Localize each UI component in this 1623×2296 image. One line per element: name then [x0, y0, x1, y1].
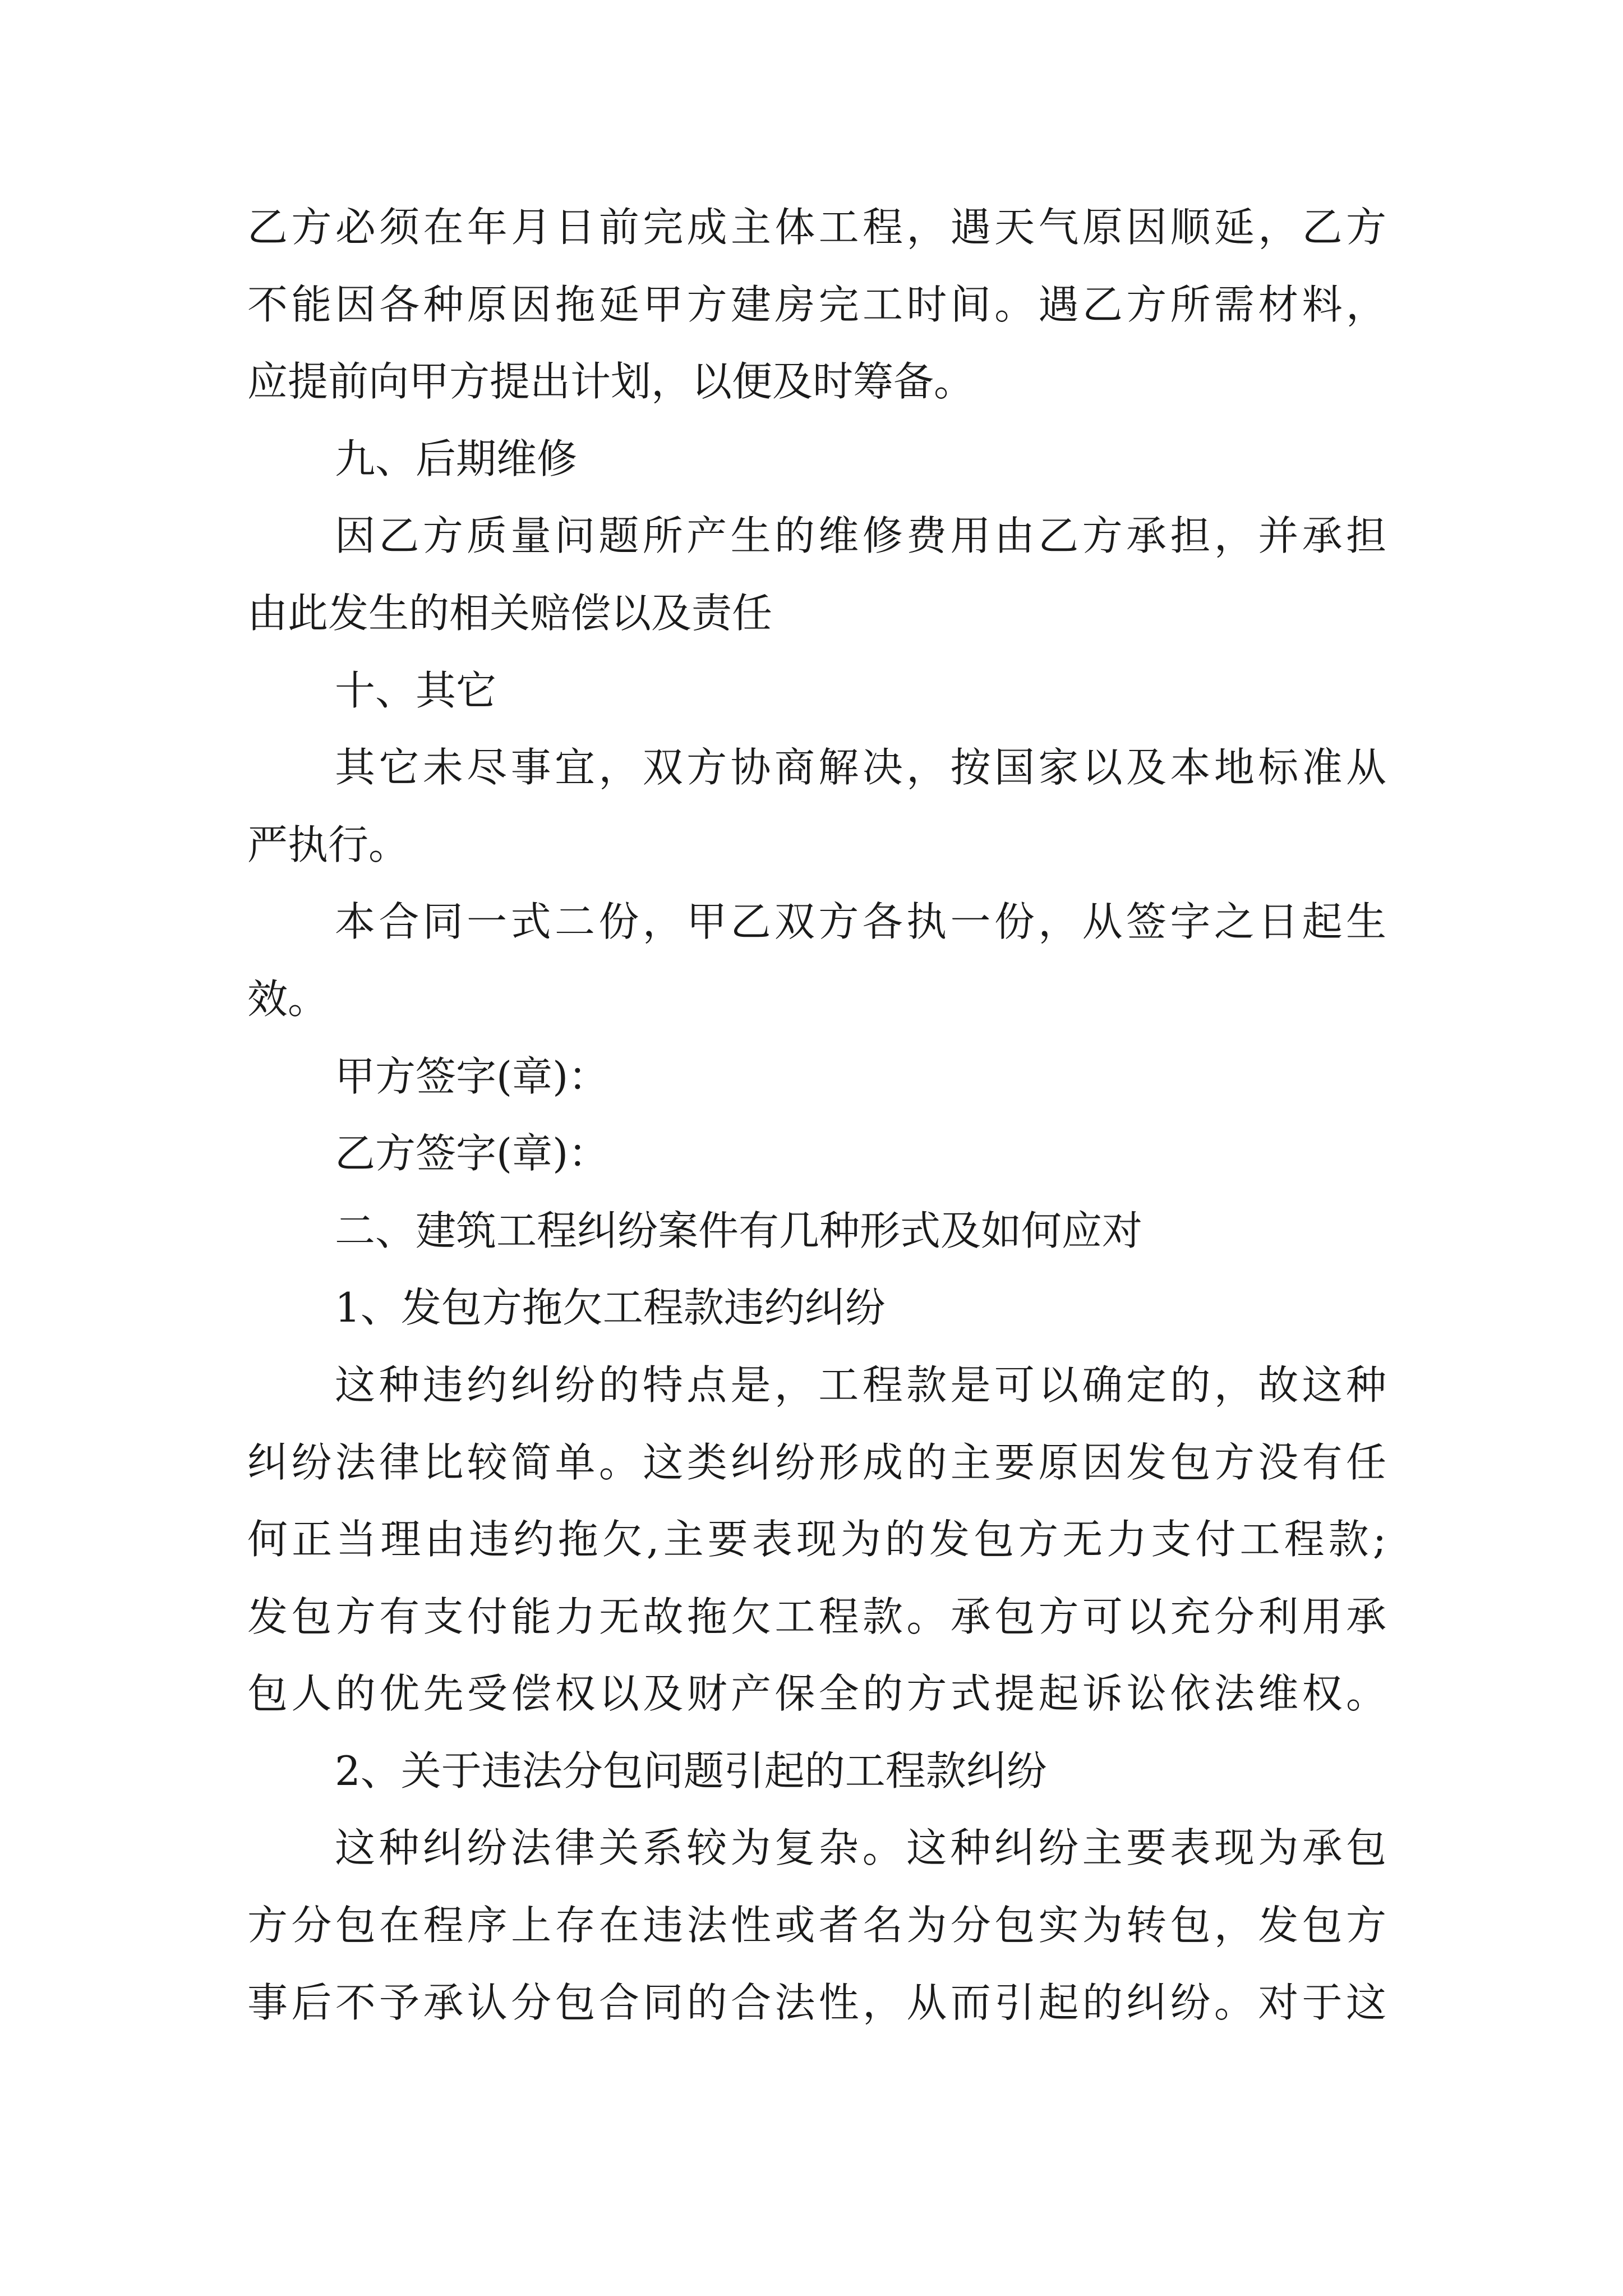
text-line: 1、发包方拖欠工程款违约纠纷 [335, 1284, 886, 1332]
text-line: 不能因各种原因拖延甲方建房完工时间。遇乙方所需材料， [247, 280, 1386, 328]
text-line: 发包方有支付能力无故拖欠工程款。承包方可以充分利用承 [247, 1593, 1386, 1640]
text-line: 九、后期维修 [335, 435, 578, 482]
document-body [247, 202, 1386, 2054]
text-line: 何正当理由违约拖欠,主要表现为的发包方无力支付工程款; [247, 1516, 1386, 1563]
text-line: 严执行。 [247, 821, 409, 868]
text-line: 本合同一式二份，甲乙双方各执一份，从签字之日起生 [335, 898, 1386, 946]
text-line: 乙方签字(章)： [335, 1130, 609, 1177]
text-line: 因乙方质量问题所产生的维修费用由乙方承担，并承担 [335, 512, 1386, 560]
text-line: 十、其它 [335, 666, 497, 714]
text-line: 其它未尽事宜，双方协商解决，按国家以及本地标准从 [335, 744, 1386, 792]
text-line: 2、关于违法分包问题引起的工程款纠纷 [335, 1747, 1047, 1795]
text-line: 这种纠纷法律关系较为复杂。这种纠纷主要表现为承包 [335, 1824, 1386, 1872]
text-line: 效。 [247, 975, 329, 1023]
text-line: 二、建筑工程纠纷案件有几种形式及如何应对 [335, 1207, 1143, 1254]
text-line: 事后不予承认分包合同的合法性，从而引起的纠纷。对于这 [247, 1978, 1386, 2026]
text-line: 乙方必须在年月日前完成主体工程，遇天气原因顺延，乙方 [247, 204, 1386, 251]
text-line: 包人的优先受偿权以及财产保全的方式提起诉讼依法维权。 [247, 1670, 1386, 1718]
text-line: 由此发生的相关赔偿以及责任 [247, 589, 773, 637]
text-line: 甲方签字(章)： [335, 1052, 609, 1100]
text-line: 方分包在程序上存在违法性或者名为分包实为转包，发包方 [247, 1902, 1386, 1949]
text-line: 这种违约纠纷的特点是，工程款是可以确定的，故这种 [335, 1361, 1386, 1409]
text-line: 纠纷法律比较简单。这类纠纷形成的主要原因发包方没有任 [247, 1438, 1386, 1486]
text-line: 应提前向甲方提出计划，以便及时筹备。 [247, 358, 975, 406]
